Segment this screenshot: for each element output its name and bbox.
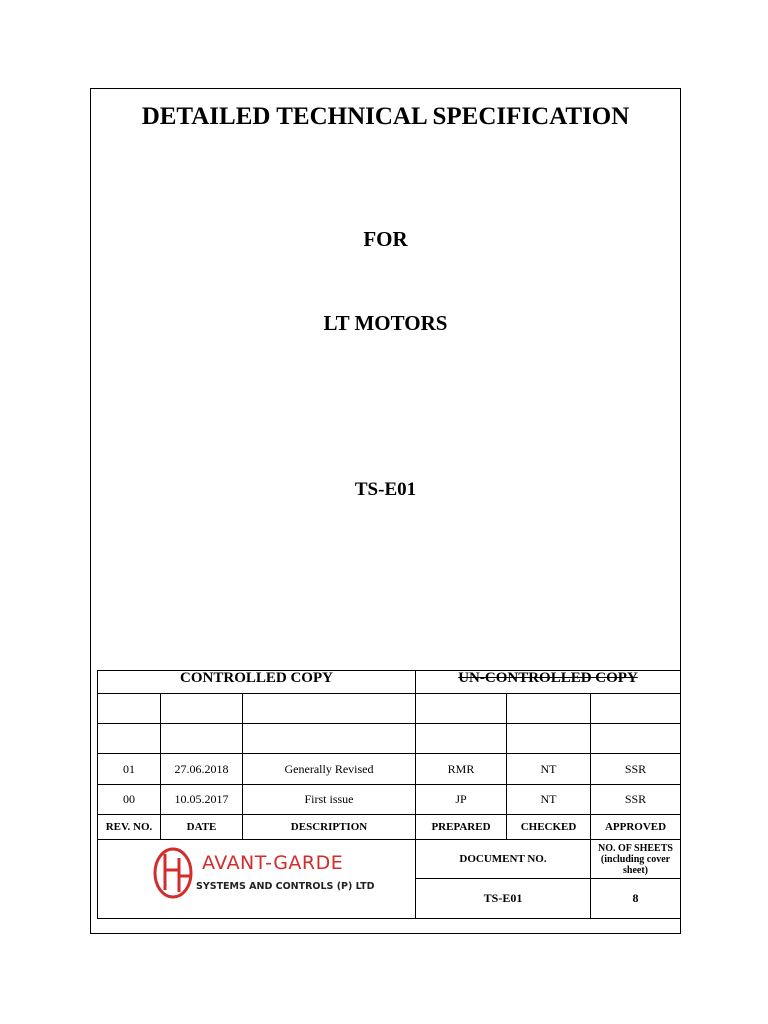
title-code: TS-E01 [354, 479, 417, 500]
document-no-label: DOCUMENT NO. [415, 839, 591, 879]
empty-cell [242, 693, 416, 724]
empty-cell [415, 693, 507, 724]
header-prepared: PREPARED [415, 814, 507, 840]
header-description: DESCRIPTION [242, 814, 416, 840]
prepared-cell: JP [415, 784, 507, 815]
description-cell: Generally Revised [242, 753, 416, 785]
brand-subtitle: SYSTEMS AND CONTROLS (P) LTD [196, 881, 375, 892]
uncontrolled-copy-text: UN-CONTROLLED COPY [458, 670, 638, 686]
empty-cell [160, 693, 243, 724]
uncontrolled-copy-label [415, 670, 681, 694]
empty-cell [590, 723, 681, 754]
header-rev-no: REV. NO. [97, 814, 161, 840]
approved-cell: SSR [590, 784, 681, 815]
empty-cell [242, 723, 416, 754]
header-approved: APPROVED [590, 814, 681, 840]
approved-cell: SSR [590, 753, 681, 785]
avant-garde-logo-icon [152, 846, 200, 900]
empty-cell [97, 693, 161, 724]
date-cell: 27.06.2018 [160, 753, 243, 785]
sheets-label: NO. OF SHEETS (including cover sheet) [590, 839, 681, 879]
empty-cell [97, 723, 161, 754]
prepared-cell: RMR [415, 753, 507, 785]
empty-cell [160, 723, 243, 754]
document-no-value: TS-E01 [415, 878, 591, 919]
title-for: FOR [363, 227, 408, 251]
date-cell: 10.05.2017 [160, 784, 243, 815]
rev-no-cell: 00 [97, 784, 161, 815]
rev-no-cell: 01 [97, 753, 161, 785]
sheets-value: 8 [590, 878, 681, 919]
empty-cell [415, 723, 507, 754]
checked-cell: NT [506, 753, 591, 785]
header-date: DATE [160, 814, 243, 840]
checked-cell: NT [506, 784, 591, 815]
brand-name: AVANT-GARDE [202, 852, 344, 874]
document-title: DETAILED TECHNICAL SPECIFICATION [141, 103, 630, 130]
title-subject: LT MOTORS [323, 311, 448, 335]
logo-cell [97, 839, 416, 919]
empty-cell [590, 693, 681, 724]
header-checked: CHECKED [506, 814, 591, 840]
empty-cell [506, 723, 591, 754]
controlled-copy-label: CONTROLLED COPY [97, 670, 416, 694]
empty-cell [506, 693, 591, 724]
description-cell: First issue [242, 784, 416, 815]
